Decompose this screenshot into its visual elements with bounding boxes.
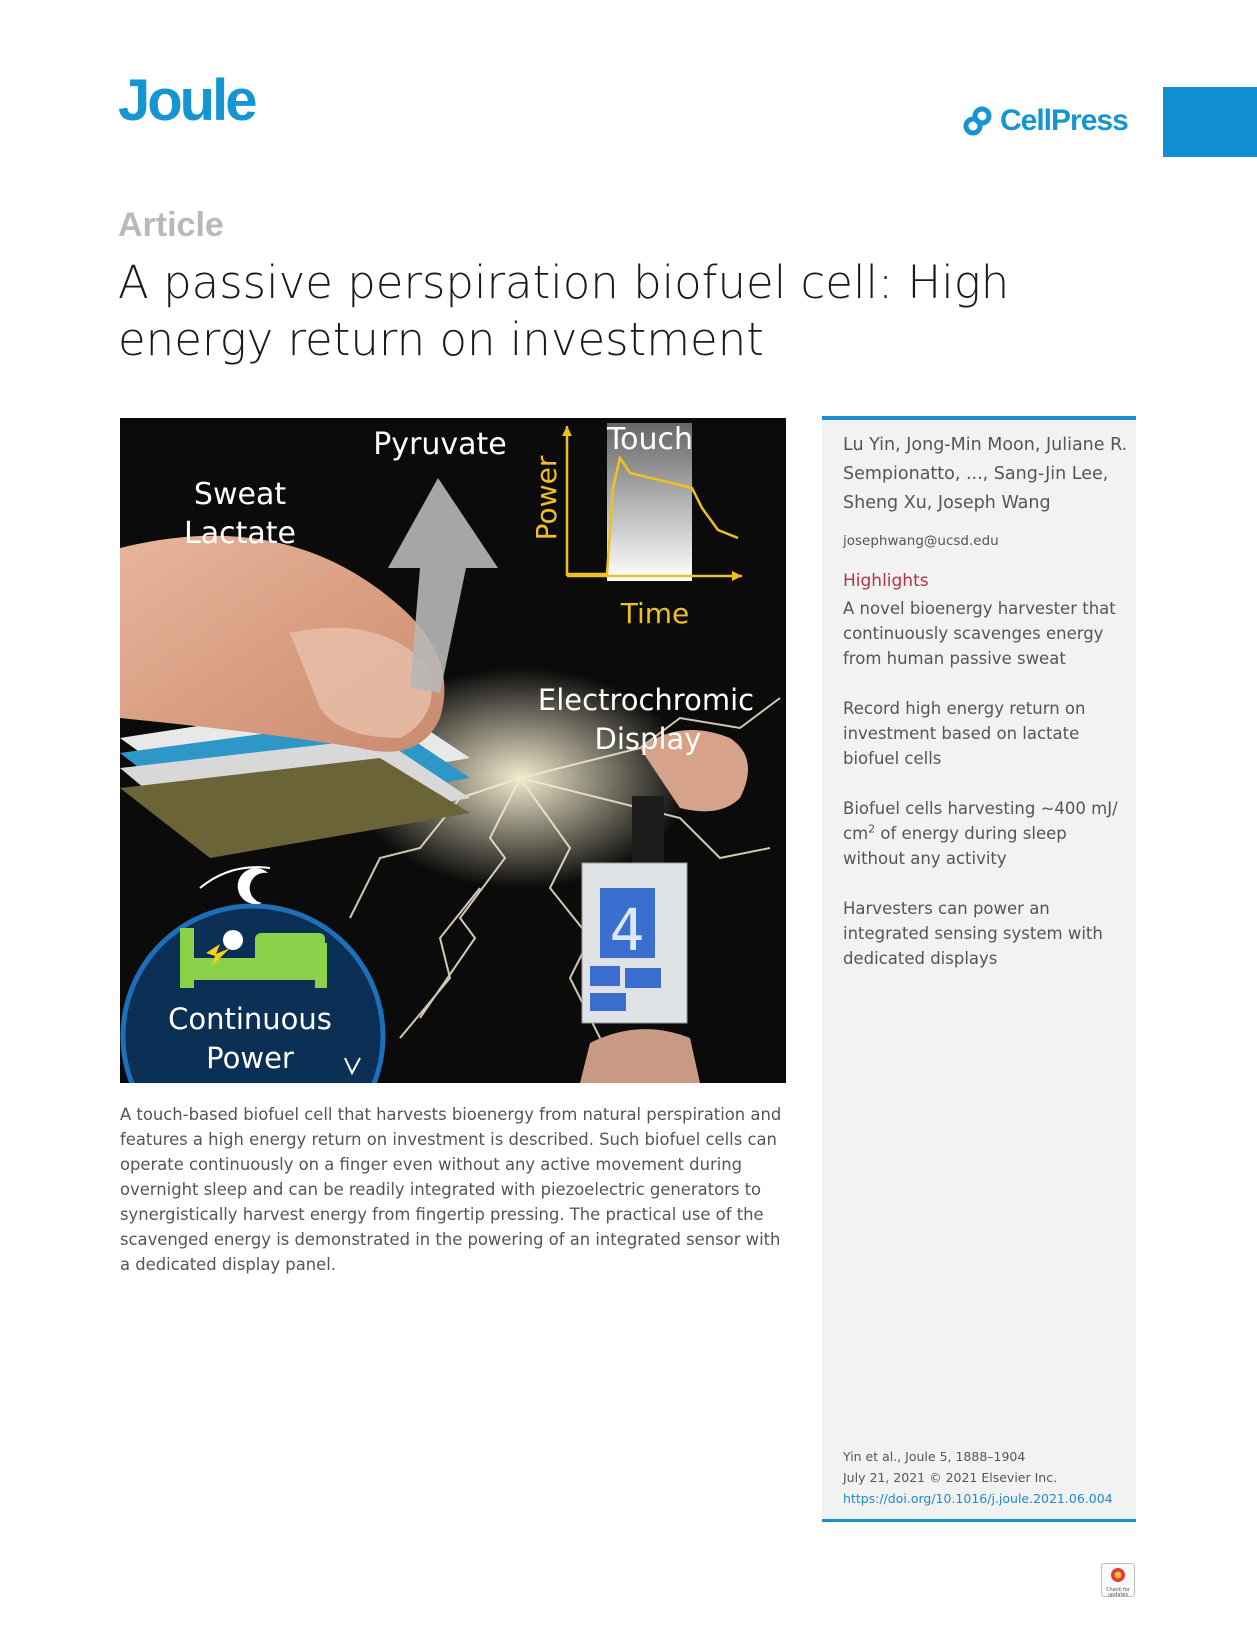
label-display: Display — [594, 722, 702, 756]
label-continuous-power: Power — [206, 1041, 294, 1075]
article-type: Article — [118, 206, 224, 244]
highlight-item: Harvesters can power an integrated sensing system with dedicated displays — [843, 899, 1103, 968]
journal-logo: Joule — [118, 68, 255, 133]
corner-accent-block — [1163, 87, 1257, 157]
check-for-updates-badge[interactable] — [1101, 1563, 1135, 1597]
highlights-heading: Highlights — [843, 571, 929, 591]
highlight-item: A novel bioenergy harvester that continuously scavenges energy from human passive sweat — [843, 599, 1116, 668]
label-continuous: Continuous — [168, 1002, 332, 1036]
citation-date: July 21, 2021 © 2021 Elsevier Inc. — [843, 1470, 1058, 1485]
label-time-axis: Time — [620, 597, 690, 630]
check-for-updates-icon — [1110, 1567, 1126, 1583]
corresponding-email[interactable]: josephwang@ucsd.edu — [843, 533, 999, 549]
highlight-text: of energy during sleep without any activity — [843, 824, 1067, 868]
highlights-list — [843, 596, 1133, 996]
citation-reference: Yin et al., Joule 5, 1888–1904 — [843, 1449, 1026, 1464]
label-electrochromic: Electrochromic — [537, 683, 755, 717]
display-digit: 4 — [609, 896, 645, 964]
highlight-superscript: 2 — [868, 822, 876, 836]
label-touch: Touch — [606, 422, 694, 457]
article-summary: A touch-based biofuel cell that harvests bioenergy from natural perspiration and features a high energy return on investment is described. Such biofuel cells can operate continuously on a finger even without any active movement during overnight sleep and can be readily integrated with piezoelectric generators to synergistically harvest energy from fingertip pressing. The practical use of the scavenged energy is demonstrated in the powering of an integrated sensor with a dedicated display panel. — [120, 1105, 782, 1274]
highlight-text: Biofuel cells harvesting ~400 mJ/ cm — [843, 799, 1118, 843]
label-sweat: Sweat — [193, 477, 287, 512]
article-title: A passive perspiration biofuel cell: High energy return on investment — [118, 256, 1010, 366]
label-lactate: Lactate — [184, 516, 296, 551]
publisher-name: CellPress — [1000, 104, 1128, 137]
label-power-axis: Power — [530, 455, 563, 541]
highlight-item: Record high energy return on investment based on lactate biofuel cells — [843, 699, 1086, 768]
publisher-logo — [962, 104, 1128, 138]
sidebar-top-rule — [822, 416, 1136, 420]
label-pyruvate: Pyruvate — [373, 427, 507, 462]
doi-link[interactable]: https://doi.org/10.1016/j.joule.2021.06.004 — [843, 1491, 1113, 1506]
graphical-abstract — [120, 418, 786, 1083]
graphical-abstract-illustration — [120, 418, 786, 1083]
sidebar-bottom-rule — [822, 1519, 1136, 1522]
article-info-sidebar — [822, 416, 1136, 1522]
citation-block — [843, 1446, 1133, 1509]
highlight-item — [843, 796, 1133, 871]
badge-text: Check for updates — [1106, 1587, 1130, 1598]
cellpress-icon — [962, 105, 994, 137]
author-list: Lu Yin, Jong-Min Moon, Juliane R. Sempionatto, ..., Sang-Jin Lee, Sheng Xu, Joseph Wang — [843, 435, 1128, 513]
